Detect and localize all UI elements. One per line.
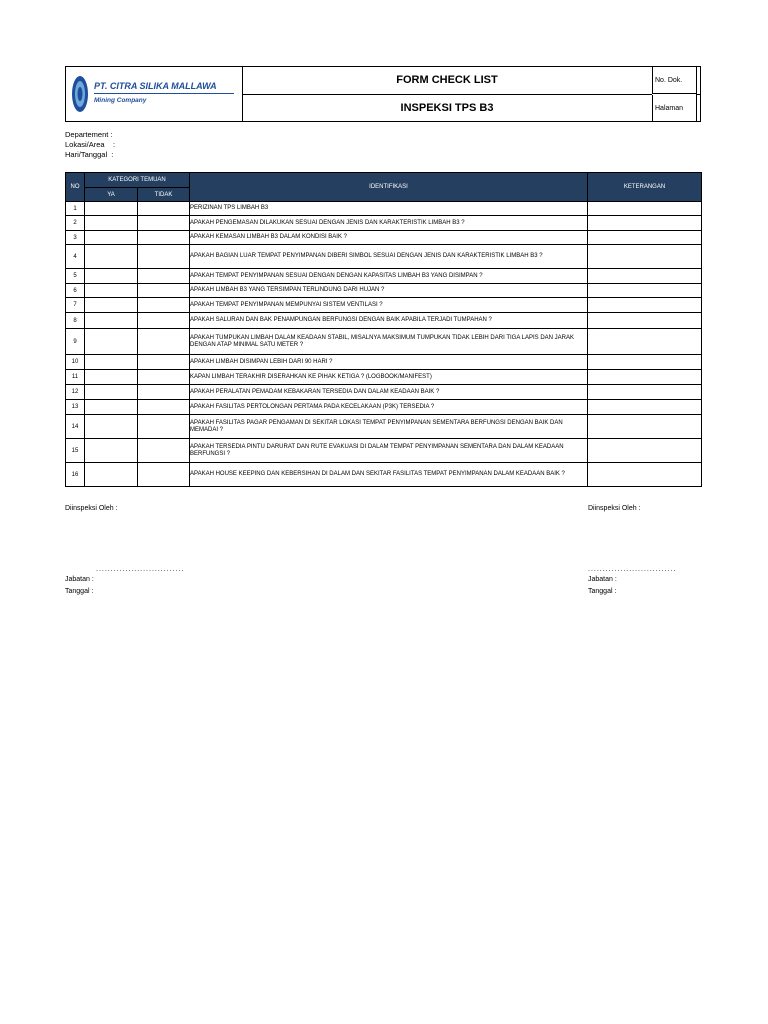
tidak-cell[interactable]	[138, 355, 190, 370]
keterangan-cell[interactable]	[588, 216, 702, 231]
question-text: APAKAH TEMPAT PENYIMPANAN SESUAI DENGAN DENGAN KAPASITAS LIMBAH B3 YANG DISIMPAN ?	[190, 269, 588, 284]
tidak-cell[interactable]	[138, 385, 190, 400]
question-text: APAKAH LIMBAH B3 YANG TERSIMPAN TERLINDUNG DARI HUJAN ?	[190, 284, 588, 298]
question-text: APAKAH LIMBAH DISIMPAN LEBIH DARI 90 HARI ?	[190, 355, 588, 370]
keterangan-cell[interactable]	[588, 415, 702, 439]
keterangan-cell[interactable]	[588, 202, 702, 216]
question-text: APAKAH FASILITAS PERTOLONGAN PERTAMA PADA KECELAKAAN (P3K) TERSEDIA ?	[190, 400, 588, 415]
department-label: Departement :	[65, 130, 113, 139]
question-text: PERIZINAN TPS LIMBAH B3	[190, 202, 588, 216]
row-number: 7	[66, 298, 85, 313]
ya-cell[interactable]	[85, 415, 138, 439]
ya-cell[interactable]	[85, 385, 138, 400]
table-row	[66, 269, 702, 284]
question-text: APAKAH KEMASAN LIMBAH B3 DALAM KONDISI BAIK ?	[190, 231, 588, 245]
table-row	[66, 313, 702, 329]
keterangan-cell[interactable]	[588, 439, 702, 463]
ya-cell[interactable]	[85, 370, 138, 385]
table-row	[66, 415, 702, 439]
table-row	[66, 463, 702, 487]
col-no-header: NO	[66, 173, 85, 202]
table-row	[66, 370, 702, 385]
doc-number-label: No. Dok.	[652, 67, 696, 94]
table-row	[66, 231, 702, 245]
row-number: 6	[66, 284, 85, 298]
logo-divider	[94, 93, 234, 94]
signature-line-left[interactable]: ..............................	[96, 566, 185, 573]
position-left-label: Jabatan :	[65, 576, 94, 583]
form-title: FORM CHECK LIST	[242, 67, 652, 95]
row-number: 14	[66, 415, 85, 439]
table-row	[66, 355, 702, 370]
tidak-cell[interactable]	[138, 216, 190, 231]
keterangan-cell[interactable]	[588, 231, 702, 245]
date-right-label: Tanggal :	[588, 588, 617, 595]
ya-cell[interactable]	[85, 202, 138, 216]
ya-cell[interactable]	[85, 216, 138, 231]
col-ya-header: YA	[85, 188, 138, 202]
table-row	[66, 385, 702, 400]
ya-cell[interactable]	[85, 439, 138, 463]
ya-cell[interactable]	[85, 298, 138, 313]
question-text: APAKAH PERALATAN PEMADAM KEBAKARAN TERSEDIA DAN DALAM KEADAAN BAIK ?	[190, 385, 588, 400]
keterangan-cell[interactable]	[588, 400, 702, 415]
date-left-label: Tanggal :	[65, 588, 94, 595]
question-text: APAKAH TERSEDIA PINTU DARURAT DAN RUTE EVAKUASI DI DALAM TEMPAT PENYIMPANAN SEMENTARA DAN DALAM KEADAAN BERFUNGSI ?	[190, 439, 588, 463]
tidak-cell[interactable]	[138, 245, 190, 269]
question-text: APAKAH TUMPUKAN LIMBAH DALAM KEADAAN STABIL, MISALNYA MAKSIMUM TUMPUKAN TIDAK LEBIH DARI TIGA LAPIS DAN JARAK DENGAN ATAP MINIMAL SATU METER ?	[190, 329, 588, 355]
question-text: APAKAH TEMPAT PENYIMPANAN MEMPUNYAI SISTEM VENTILASI ?	[190, 298, 588, 313]
table-row	[66, 439, 702, 463]
row-number: 2	[66, 216, 85, 231]
question-text: APAKAH HOUSE KEEPING DAN KEBERSIHAN DI DALAM DAN SEKITAR FASILITAS TEMPAT PENYIMPANAN DALAM KEADAAN BAIK ?	[190, 463, 588, 487]
row-number: 4	[66, 245, 85, 269]
company-emblem-icon	[71, 75, 89, 113]
page-label: Halaman	[652, 95, 696, 122]
company-subtitle: Mining Company	[94, 97, 147, 104]
keterangan-cell[interactable]	[588, 313, 702, 329]
row-number: 15	[66, 439, 85, 463]
col-tidak-header: TIDAK	[138, 188, 190, 202]
tidak-cell[interactable]	[138, 415, 190, 439]
ya-cell[interactable]	[85, 463, 138, 487]
table-row	[66, 216, 702, 231]
checklist-table	[65, 172, 702, 487]
row-number: 13	[66, 400, 85, 415]
tidak-cell[interactable]	[138, 400, 190, 415]
keterangan-cell[interactable]	[588, 269, 702, 284]
ya-cell[interactable]	[85, 269, 138, 284]
question-text: APAKAH SALURAN DAN BAK PENAMPUNGAN BERFUNGSI DENGAN BAIK APABILA TERJADI TUMPAHAN ?	[190, 313, 588, 329]
page-value[interactable]	[696, 95, 701, 122]
form-subtitle: INSPEKSI TPS B3	[400, 102, 494, 114]
table-row	[66, 400, 702, 415]
ya-cell[interactable]	[85, 245, 138, 269]
keterangan-cell[interactable]	[588, 284, 702, 298]
company-logo	[66, 67, 243, 121]
keterangan-cell[interactable]	[588, 370, 702, 385]
table-row	[66, 284, 702, 298]
company-name: PT. CITRA SILIKA MALLAWA	[94, 81, 217, 91]
question-text: APAKAH FASILITAS PAGAR PENGAMAN DI SEKITAR LOKASI TEMPAT PENYIMPANAN SEMENTARA BERFUNGSI DENGAN BAIK DAN MEMADAI ?	[190, 415, 588, 439]
inspector-left-label: Diinspeksi Oleh :	[65, 505, 118, 512]
row-number: 3	[66, 231, 85, 245]
tidak-cell[interactable]	[138, 313, 190, 329]
ya-cell[interactable]	[85, 329, 138, 355]
position-right-label: Jabatan :	[588, 576, 617, 583]
question-text: KAPAN LIMBAH TERAKHIR DISERAHKAN KE PIHAK KETIGA ? (LOGBOOK/MANIFEST)	[190, 370, 588, 385]
col-identifikasi-header: IDENTIFIKASI	[190, 173, 588, 202]
tidak-cell[interactable]	[138, 284, 190, 298]
row-number: 1	[66, 202, 85, 216]
doc-number-value[interactable]	[696, 67, 701, 95]
keterangan-cell[interactable]	[588, 245, 702, 269]
row-number: 12	[66, 385, 85, 400]
keterangan-cell[interactable]	[588, 329, 702, 355]
row-number: 10	[66, 355, 85, 370]
inspector-right-label: Diinspeksi Oleh :	[588, 505, 641, 512]
keterangan-cell[interactable]	[588, 463, 702, 487]
tidak-cell[interactable]	[138, 269, 190, 284]
table-row	[66, 245, 702, 269]
ya-cell[interactable]	[85, 313, 138, 329]
row-number: 16	[66, 463, 85, 487]
form-header	[65, 66, 701, 122]
tidak-cell[interactable]	[138, 329, 190, 355]
tidak-cell[interactable]	[138, 370, 190, 385]
table-row	[66, 202, 702, 216]
tidak-cell[interactable]	[138, 439, 190, 463]
row-number: 11	[66, 370, 85, 385]
table-row	[66, 298, 702, 313]
keterangan-cell[interactable]	[588, 355, 702, 370]
ya-cell[interactable]	[85, 231, 138, 245]
ya-cell[interactable]	[85, 355, 138, 370]
row-number: 9	[66, 329, 85, 355]
question-text: APAKAH BAGIAN LUAR TEMPAT PENYIMPANAN DIBERI SIMBOL SESUAI DENGAN JENIS DAN KARAKTERISTIK LIMBAH B3 ?	[190, 245, 588, 269]
tidak-cell[interactable]	[138, 463, 190, 487]
ya-cell[interactable]	[85, 400, 138, 415]
row-number: 5	[66, 269, 85, 284]
keterangan-cell[interactable]	[588, 298, 702, 313]
location-label: Lokasi/Area :	[65, 140, 116, 149]
tidak-cell[interactable]	[138, 231, 190, 245]
question-text: APAKAH PENGEMASAN DILAKUKAN SESUAI DENGAN JENIS DAN KARAKTERISTIK LIMBAH B3 ?	[190, 216, 588, 231]
row-number: 8	[66, 313, 85, 329]
ya-cell[interactable]	[85, 284, 138, 298]
date-label: Hari/Tanggal :	[65, 150, 114, 159]
keterangan-cell[interactable]	[588, 385, 702, 400]
tidak-cell[interactable]	[138, 298, 190, 313]
signature-line-right[interactable]: ..............................	[588, 566, 677, 573]
tidak-cell[interactable]	[138, 202, 190, 216]
col-kategori-header: KATEGORI TEMUAN	[85, 173, 190, 188]
col-keterangan-header: KETERANGAN	[588, 173, 702, 202]
table-row	[66, 329, 702, 355]
